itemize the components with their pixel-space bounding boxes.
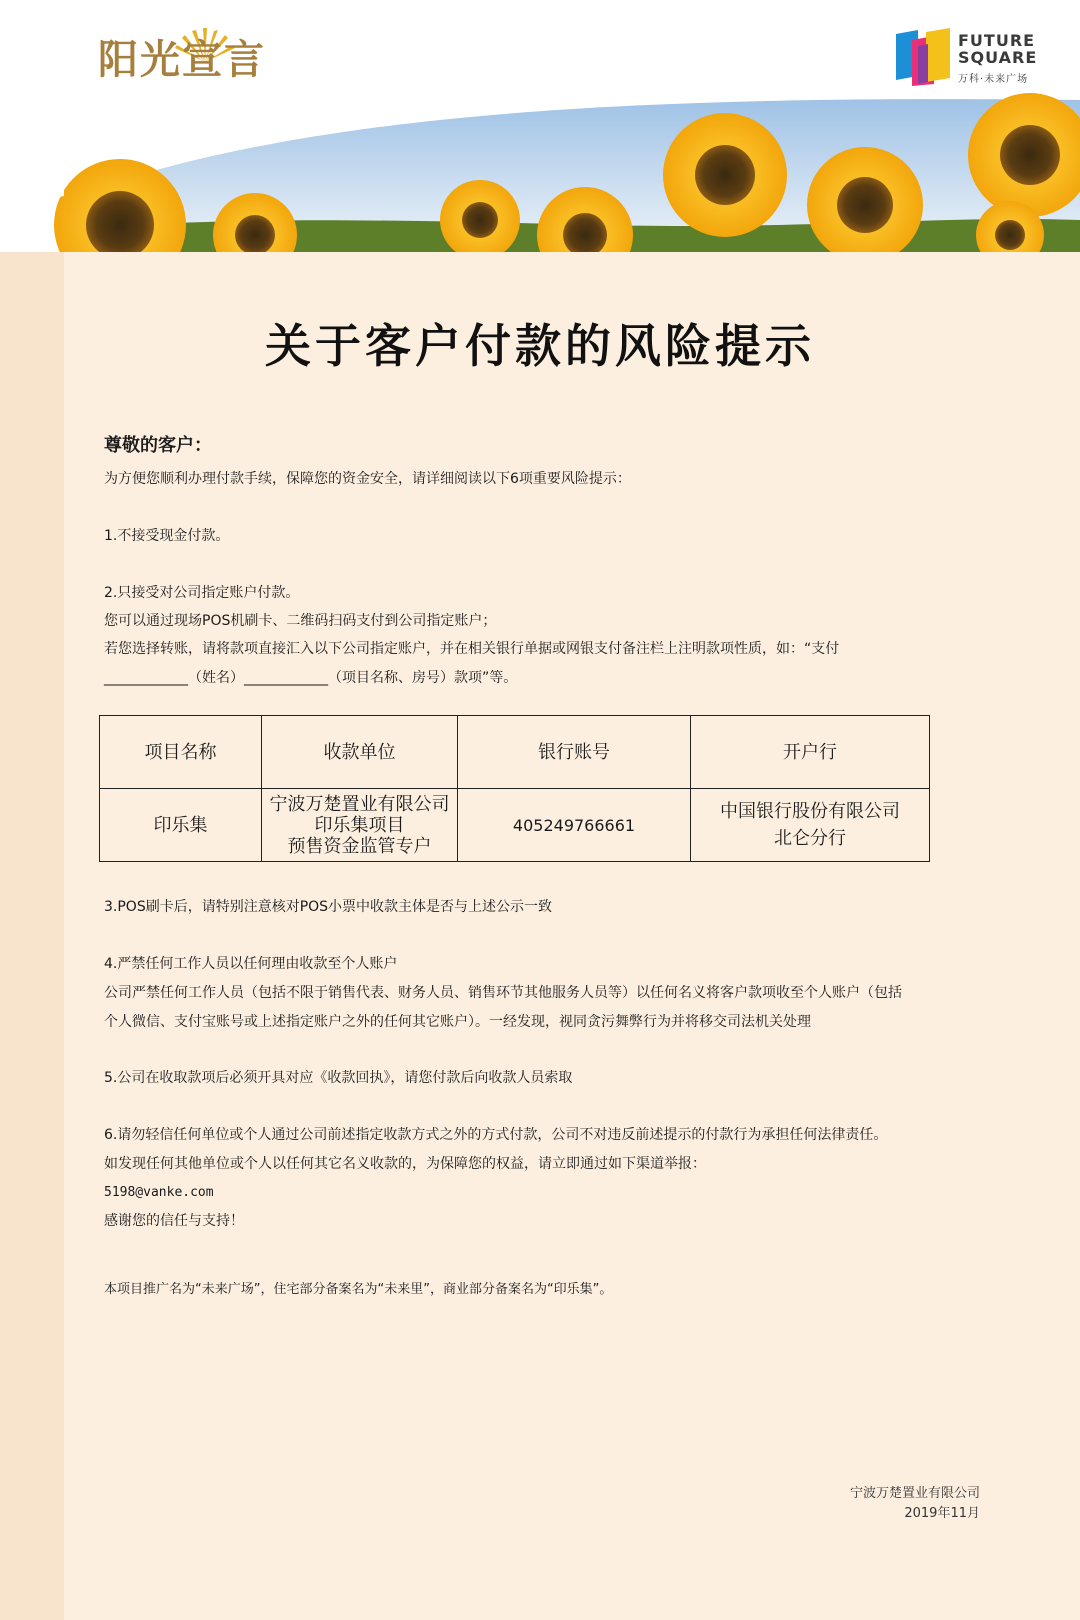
left-logo-text: 阳光宣言 <box>98 36 266 83</box>
thanks-text: 感谢您的信任与支持！ <box>104 1213 244 1229</box>
wordmark-line2: SQUARE <box>958 48 1038 67</box>
wordmark-subtitle: 万科·未来广场 <box>958 74 1029 85</box>
cell-payee <box>262 789 458 862</box>
greeting: 尊敬的客户： <box>104 435 212 456</box>
project-name-note: 本项目推广名为“未来广场”，住宅部分备案名为“未来里”，商业部分备案名为“印乐集”。 <box>104 1282 613 1297</box>
item-5: 5.公司在收取款项后必须开具对应《收款回执》，请您付款后向收款人员索取 <box>104 1070 573 1086</box>
page-title: 关于客户付款的风险提示 <box>265 319 815 373</box>
signature-company: 宁波万楚置业有限公司 <box>849 1486 980 1501</box>
bank-line-2: 北仑分行 <box>774 828 846 849</box>
payee-line-2: 印乐集项目 <box>314 814 405 836</box>
payee-line-1: 宁波万楚置业有限公司 <box>269 793 450 815</box>
table-header-cell: 银行账号 <box>458 716 691 789</box>
bank-line-1: 中国银行股份有限公司 <box>720 801 900 822</box>
brand-logo-left <box>98 30 266 90</box>
item-1: 1.不接受现金付款。 <box>104 528 230 544</box>
table-header-cell: 收款单位 <box>262 716 458 789</box>
header-banner <box>0 0 1080 252</box>
table-row <box>100 789 930 862</box>
intro-text: 为方便您顺利办理付款手续，保障您的资金安全，请详细阅读以下6项重要风险提示： <box>104 471 631 487</box>
item-2-line-2: 若您选择转账，请将款项直接汇入以下公司指定账户，并在相关银行单据或网银支付备注栏上注明款项性质，如：“支付 <box>104 641 840 657</box>
item-6-line-1: 如发现任何其他单位或个人以任何其它名义收款的，为保障您的权益，请立即通过如下渠道举报： <box>104 1156 706 1172</box>
item-2-line-1: 您可以通过现场POS机刷卡、二维码扫码支付到公司指定账户； <box>104 613 497 629</box>
account-table <box>99 715 930 862</box>
future-square-mark-icon <box>894 26 952 86</box>
wordmark-line1: FUTURE <box>958 31 1036 50</box>
payee-line-3: 预售资金监管专户 <box>287 835 432 857</box>
item-2-line-3: ____________（姓名）____________（项目名称、房号）款项”等。 <box>104 670 518 686</box>
table-header-cell: 开户行 <box>691 716 930 789</box>
future-square-wordmark <box>958 32 1037 66</box>
item-4-line-1: 公司严禁任何工作人员（包括不限于销售代表、财务人员、销售环节其他服务人员等）以任何名义将客户款项收至个人账户（包括 <box>104 985 902 1001</box>
signature-date: 2019年11月 <box>904 1506 980 1521</box>
item-2: 2.只接受对公司指定账户付款。 <box>104 585 300 601</box>
cell-bank <box>691 789 930 862</box>
brand-logo-right <box>894 26 1038 86</box>
report-email[interactable]: 5198@vanke.com <box>104 1185 214 1200</box>
cell-project: 印乐集 <box>100 789 262 862</box>
item-4-line-2: 个人微信、支付宝账号或上述指定账户之外的任何其它账户）。一经发现，视同贪污舞弊行为并将移交司法机关处理 <box>104 1014 811 1030</box>
item-3: 3.POS刷卡后，请特别注意核对POS小票中收款主体是否与上述公示一致 <box>104 899 553 915</box>
table-header-cell: 项目名称 <box>100 716 262 789</box>
item-4: 4.严禁任何工作人员以任何理由收款至个人账户 <box>104 956 398 972</box>
cell-account: 405249766661 <box>458 789 691 862</box>
item-6: 6.请勿轻信任何单位或个人通过公司前述指定收款方式之外的方式付款，公司不对违反前述提示的付款行为承担任何法律责任。 <box>104 1127 888 1143</box>
table-header-row <box>100 716 930 789</box>
